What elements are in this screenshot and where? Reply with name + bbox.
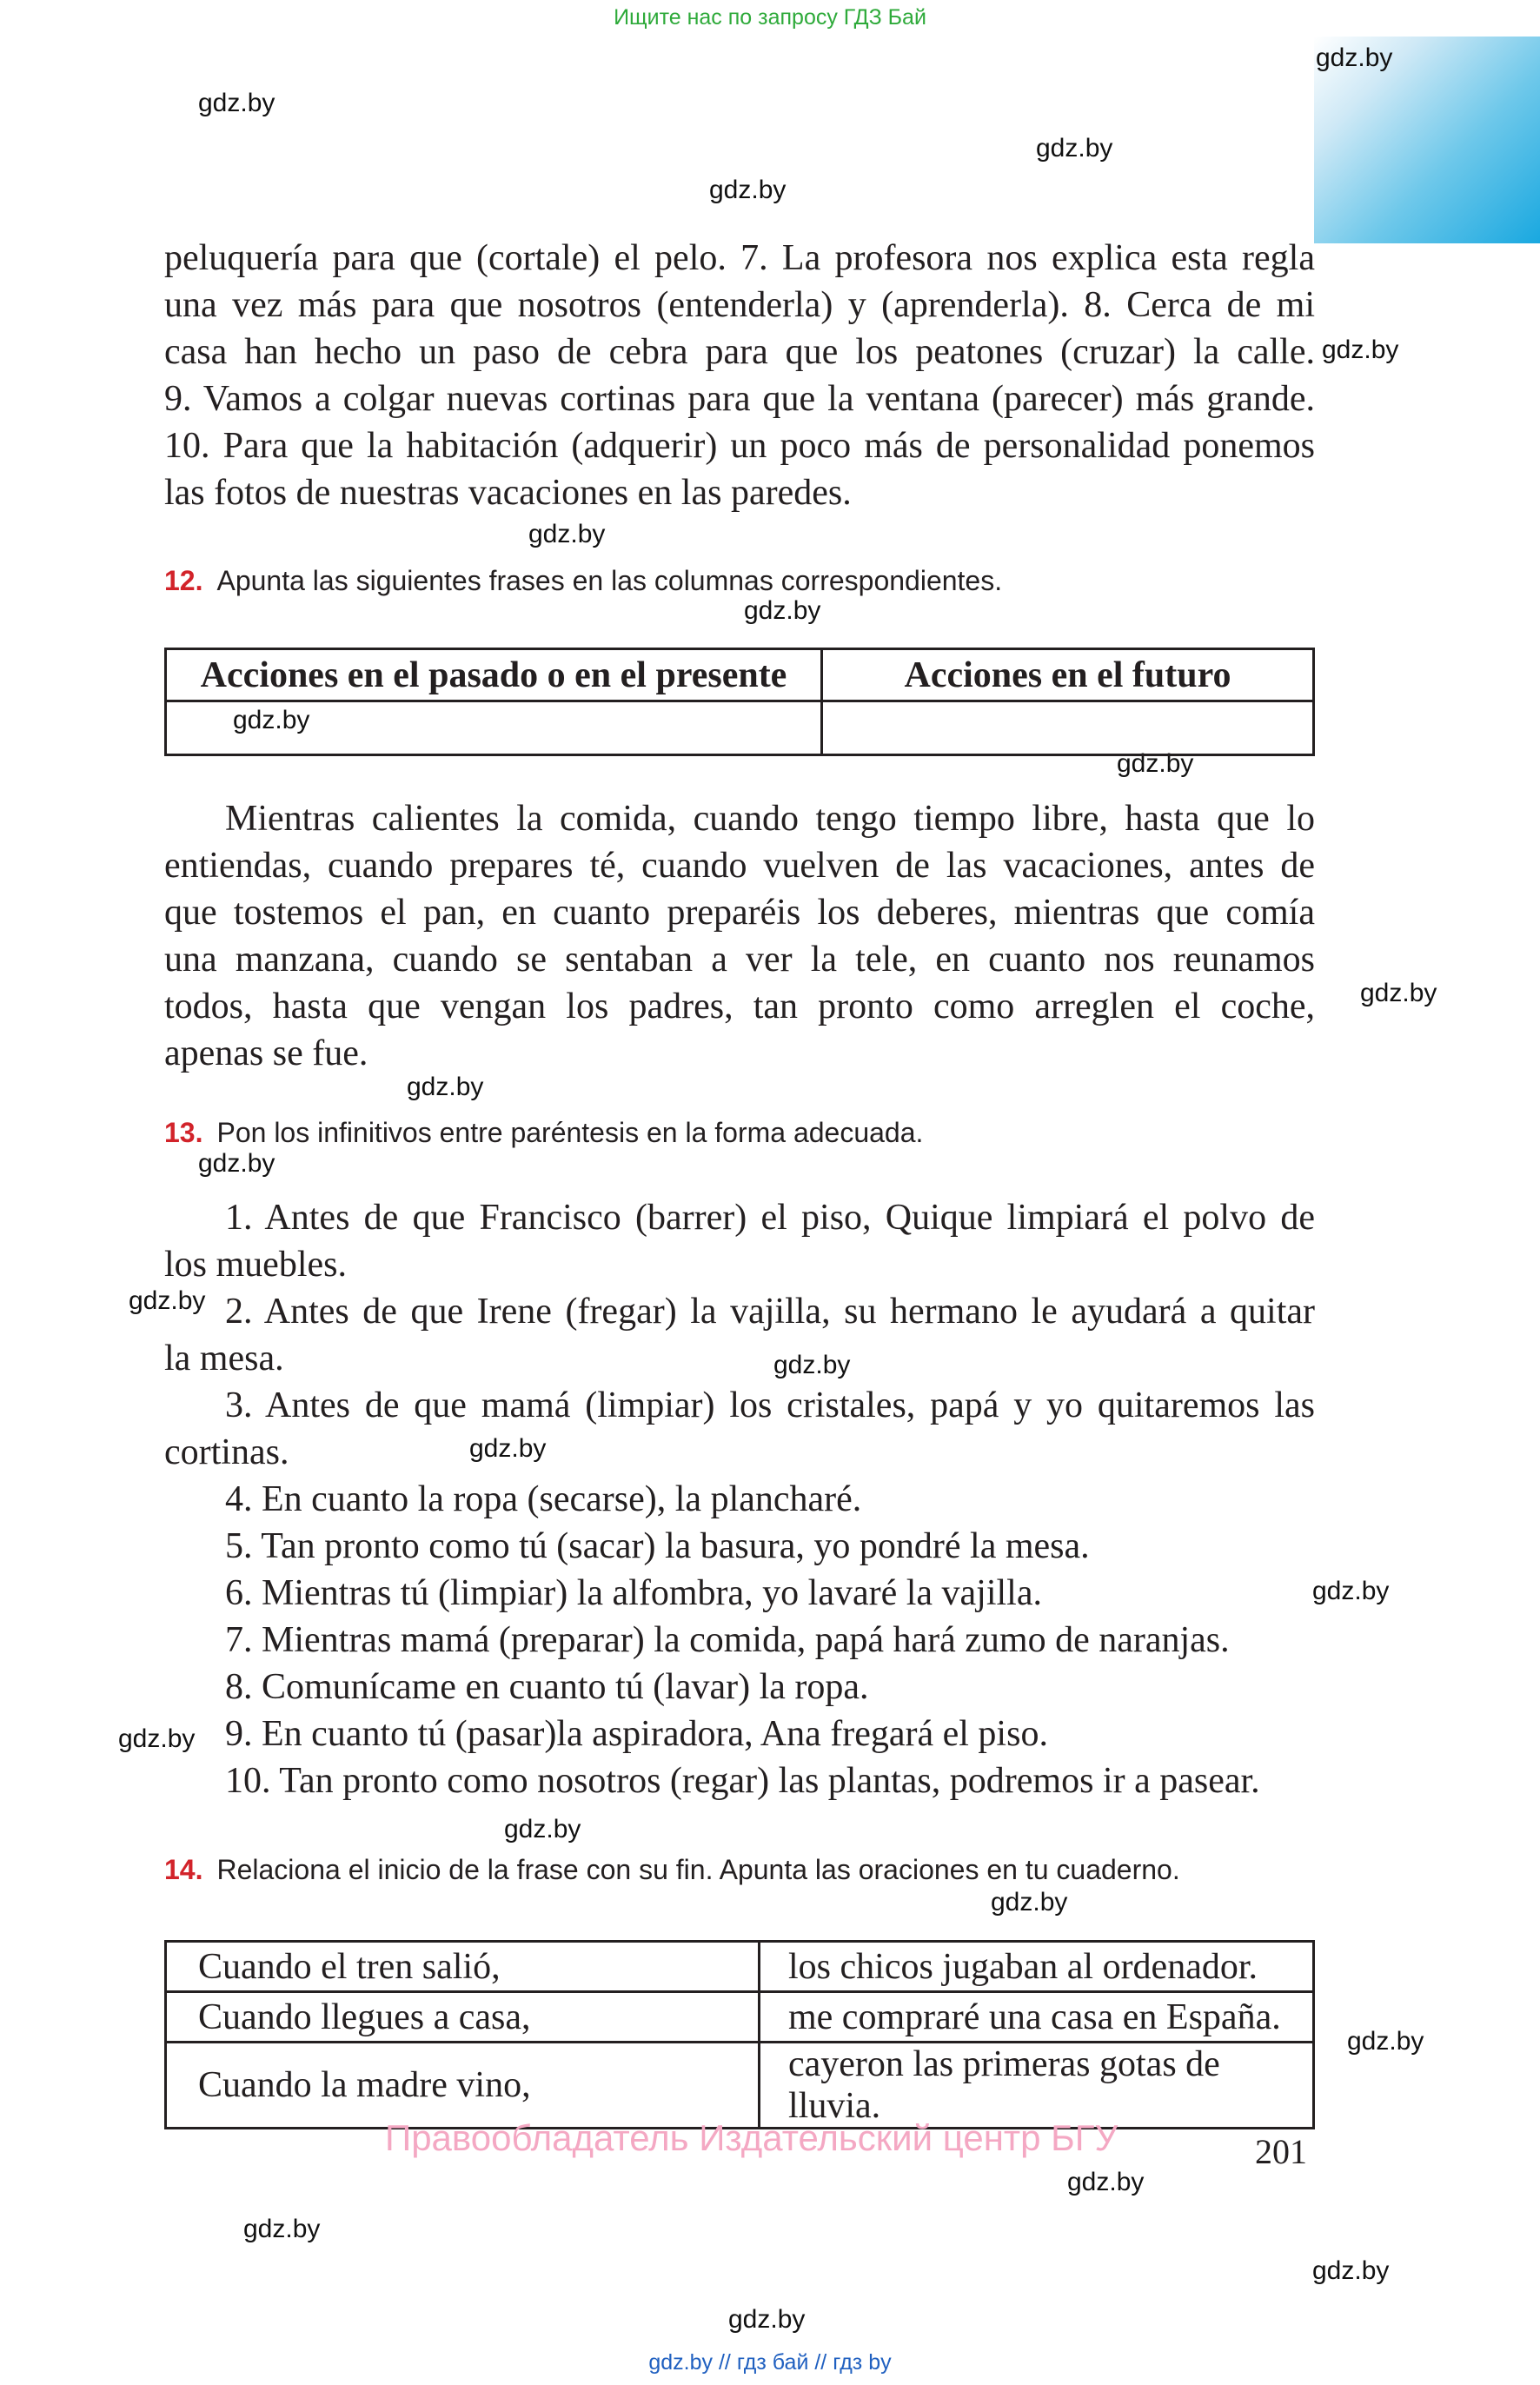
watermark: gdz.by <box>198 89 275 117</box>
watermark: gdz.by <box>728 2305 806 2334</box>
list-item: 9. En cuanto tú (pasar)la aspiradora, Ana fregará el piso. <box>225 1714 1048 1754</box>
text-line: las fotos de nuestras vacaciones en las paredes. <box>164 473 852 513</box>
text-line: una vez más para que nosotros (entenderla) y (aprenderla). 8. Cerca de mi <box>164 285 1315 325</box>
task-13-heading <box>164 1117 923 1149</box>
task-number: 14. <box>164 1854 203 1885</box>
list-item: 8. Comunícame en cuanto tú (lavar) la ropa. <box>225 1667 869 1707</box>
watermark: gdz.by <box>1360 979 1437 1007</box>
task-instruction: Pon los infinitivos entre paréntesis en la forma adecuada. <box>216 1117 924 1148</box>
table-cell <box>166 701 822 755</box>
list-item: 2. Antes de que Irene (fregar) la vajilla, su hermano le ayudará a quitar <box>225 1292 1315 1332</box>
watermark: gdz.by <box>1312 2256 1390 2285</box>
watermark: gdz.by <box>1322 335 1399 364</box>
table-cell-left: Cuando la madre vino, <box>166 2043 760 2129</box>
task-13-items <box>164 1194 1315 1804</box>
list-item: cortinas. <box>164 1432 289 1472</box>
text-line: 10. Para que la habitación (adquerir) un poco más de personalidad ponemos <box>164 426 1315 466</box>
list-item: 10. Tan pronto como nosotros (regar) las plantas, podremos ir a pasear. <box>225 1761 1260 1801</box>
table-header: Acciones en el futuro <box>822 649 1314 701</box>
watermark: gdz.by <box>1312 1577 1390 1605</box>
task-14-heading <box>164 1854 1180 1886</box>
watermark: gdz.by <box>1347 2027 1424 2056</box>
watermark: gdz.by <box>709 176 787 204</box>
task-12-paragraph <box>164 795 1315 1077</box>
text-line: todos, hasta que vengan los padres, tan pronto como arreglen el coche, <box>164 987 1315 1026</box>
watermark: gdz.by <box>1117 749 1194 778</box>
watermark: gdz.by <box>744 596 821 625</box>
watermark: gdz.by <box>118 1724 196 1753</box>
watermark: gdz.by <box>991 1888 1068 1917</box>
copyright-notice: Правообладатель Издательский центр БГУ <box>385 2117 1118 2158</box>
list-item: los muebles. <box>164 1245 347 1285</box>
footer-links[interactable]: gdz.by // гдз бай // гдз by <box>648 2350 892 2375</box>
table-header: Acciones en el pasado o en el presente <box>166 649 822 701</box>
list-item: 5. Tan pronto como tú (sacar) la basura, yo pondré la mesa. <box>225 1526 1090 1566</box>
table-cell-left: Cuando el tren salió, <box>166 1942 760 1992</box>
task-12-heading <box>164 565 1002 597</box>
task-instruction: Relaciona el inicio de la frase con su fin. Apunta las oraciones en tu cuaderno. <box>216 1854 1180 1885</box>
task-number: 13. <box>164 1117 203 1148</box>
watermark: gdz.by <box>407 1073 484 1101</box>
watermark: gdz.by <box>528 520 606 548</box>
watermark: gdz.by <box>504 1815 581 1844</box>
text-line: entiendas, cuando prepares té, cuando vuelven de las vacaciones, antes de <box>164 846 1315 886</box>
text-line: una manzana, cuando se sentaban a ver la tele, en cuanto nos reunamos <box>164 940 1315 980</box>
top-note: Ищите нас по запросу ГДЗ Бай <box>614 5 926 30</box>
text-line: 9. Vamos a colgar nuevas cortinas para que la ventana (parecer) más grande. <box>164 379 1315 419</box>
table-cell-left: Cuando llegues a casa, <box>166 1992 760 2043</box>
task-number: 12. <box>164 565 203 596</box>
table-cell-right: los chicos jugaban al ordenador. <box>760 1942 1314 1992</box>
list-item: la mesa. <box>164 1339 284 1379</box>
watermark: gdz.by <box>773 1351 851 1379</box>
text-line: apenas se fue. <box>164 1033 368 1073</box>
list-item: 1. Antes de que Francisco (barrer) el piso, Quique limpiará el polvo de <box>225 1198 1315 1238</box>
text-line: Mientras calientes la comida, cuando tengo tiempo libre, hasta que lo <box>225 799 1315 839</box>
watermark: gdz.by <box>1067 2168 1145 2196</box>
task-14-table <box>164 1940 1315 2129</box>
page-number: 201 <box>1255 2132 1307 2171</box>
list-item: 7. Mientras mamá (preparar) la comida, papá hará zumo de naranjas. <box>225 1620 1230 1660</box>
watermark: gdz.by <box>198 1149 275 1178</box>
watermark: gdz.by <box>243 2215 321 2243</box>
table-cell-right: me compraré una casa en España. <box>760 1992 1314 2043</box>
intro-paragraph <box>164 235 1315 516</box>
text-line: casa han hecho un paso de cebra para que los peatones (cruzar) la calle. <box>164 332 1315 372</box>
table-cell-right: cayeron las primeras gotas de lluvia. <box>760 2043 1314 2129</box>
text-line: que tostemos el pan, en cuanto preparéis los deberes, mientras que comía <box>164 893 1315 933</box>
task-12-table <box>164 648 1315 756</box>
list-item: 3. Antes de que mamá (limpiar) los cristales, papá y yo quitaremos las <box>225 1385 1315 1425</box>
watermark: gdz.by <box>129 1286 206 1315</box>
table-cell <box>822 701 1314 755</box>
text-line: peluquería para que (cortale) el pelo. 7. La profesora nos explica esta regla <box>164 238 1315 278</box>
watermark: gdz.by <box>233 706 310 734</box>
watermark: gdz.by <box>1036 134 1113 163</box>
watermark: gdz.by <box>1316 43 1393 72</box>
watermark: gdz.by <box>469 1434 547 1463</box>
task-instruction: Apunta las siguientes frases en las columnas correspondientes. <box>216 565 1003 596</box>
list-item: 6. Mientras tú (limpiar) la alfombra, yo lavaré la vajilla. <box>225 1573 1042 1613</box>
list-item: 4. En cuanto la ropa (secarse), la plancharé. <box>225 1479 862 1519</box>
